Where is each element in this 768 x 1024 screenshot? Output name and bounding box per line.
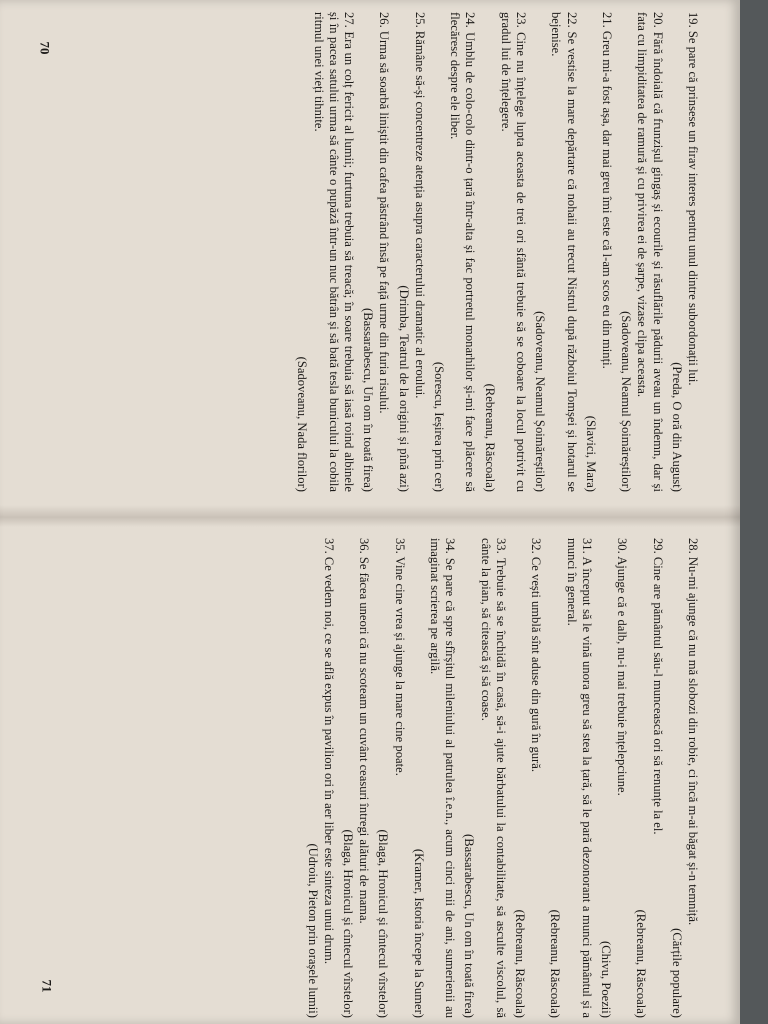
- exercise-text: 28. Nu-mi ajunge că nu mă slobozi din robie, ci încă m-ai băgat și-n temniță.: [686, 538, 700, 926]
- exercise-entry: [375, 538, 406, 1018]
- exercise-source: (Rebreanu, Răscoala): [548, 909, 563, 1018]
- exercise-source: (Bassarabescu, Un om în toată firea): [361, 308, 376, 492]
- exercise-entry: [669, 538, 700, 1018]
- exercise-source: (Sadoveanu, Neamul Șoimăreștilor): [533, 311, 548, 492]
- exercise-source: (Drimba, Teatrul de la origini și pînă azi): [396, 285, 411, 492]
- exercise-source: (Blaga, Hronicul și cîntecul vîrstelor): [376, 829, 391, 1018]
- exercise-text: 20. Fără îndoială că frunzișul gingaș și ecourile și răsuflările pădurii aveau un îndemn, dar și fata cu limpiditatea de ramură și cu privirea ei de șarpe, vizase clipa aceasta.: [635, 12, 665, 492]
- exercise-entry: [360, 12, 391, 492]
- exercise-source: (Bassarabescu, Un om în toată firea): [462, 834, 477, 1018]
- exercise-entry: [512, 538, 543, 1018]
- book-spine: [0, 505, 740, 527]
- exercise-entry: [669, 12, 700, 492]
- exercise-text: 23. Cine nu înțelege lupta aceasta de trei ori sfântă trebuie să se coboare la locul potrivit cu gradul lui de înțelegere.: [498, 12, 528, 492]
- exercise-entry: [481, 12, 528, 492]
- exercise-entry: [583, 12, 614, 492]
- exercise-text: 30. Ajunge că e dalb, nu-i mai trebuie înțelepciune.: [615, 538, 630, 796]
- exercise-entry: [340, 538, 371, 1018]
- exercise-entry: [304, 538, 335, 1018]
- exercise-entry: [395, 12, 426, 492]
- exercise-text: 35. Vine cine vrea și ajunge la mare cine poate.: [392, 538, 407, 776]
- exercise-source: (Preda, O oră din August): [669, 362, 684, 492]
- right-page: [10, 538, 700, 1018]
- exercise-entry: [598, 538, 629, 1018]
- exercise-source: (Blaga, Hronicul și cîntecul vîrstelor): [340, 829, 355, 1018]
- exercise-source: (Rebreanu, Răscoala): [512, 909, 527, 1018]
- exercise-entry: [633, 538, 664, 1018]
- exercise-source: (Cărțile populare): [669, 928, 684, 1018]
- exercise-entry: [431, 12, 478, 492]
- exercise-text: 19. Se pare că prinsese un firav interes pentru unul dintre subordonații lui.: [686, 12, 700, 386]
- exercise-source: (Kramer, Istoria începe la Sumer): [411, 848, 426, 1018]
- exercise-text: 36. Se făcea uneori că nu scoteam un cuvânt ceasuri întregi alături de mama.: [357, 538, 372, 924]
- left-page: [10, 12, 700, 492]
- exercise-source: (Udroiu, Pieton prin orașele lumii): [305, 843, 320, 1018]
- exercise-text: 29. Cine are pământul său-l muncească ori să renunțe la el.: [650, 538, 665, 835]
- exercise-text: 21. Greu mi-a fost așa, dar mai greu îmi este că l-am scos eu din minți.: [599, 12, 614, 369]
- exercise-text: 26. Urma să soarbă liniștit din cafea păstrând însă pe față urme din furia risului.: [377, 12, 392, 414]
- exercise-source: (Slavici, Mara): [583, 415, 598, 492]
- exercise-text: 22. Se vestise la mare depărtare că nohaii au trecut Nistrul după războiul Tomșei și hotarul se bejenise.: [549, 12, 579, 492]
- exercise-source: (Sadoveanu, Neamul Șoimăreștilor): [619, 311, 634, 492]
- exercise-text: 37. Ce vedem noi, ce se află expus în pavilion ori în aer liber este sinteza unui drum.: [321, 538, 336, 964]
- exercise-text: 32. Ce vești umblă sînt aduse din gură în gură.: [529, 538, 544, 772]
- exercise-text: 25. Rămâne să-și concentreze atenția asupra caracterului dramatic al eroului.: [412, 12, 427, 399]
- exercise-entry: [618, 12, 665, 492]
- exercise-entry: [532, 12, 579, 492]
- exercise-entry: [461, 538, 508, 1018]
- exercise-source: (Sadoveanu, Nada florilor): [295, 356, 310, 492]
- exercise-source: (Rebreanu, Răscoala): [634, 909, 649, 1018]
- exercise-text: 27. Era un colț fericit al lumii; furtuna trebuia să treacă; în soare trebuia să iasă roind albinele și în pacea satului urma să cânte o pupăză într-un nuc bătrân și să bată tesla bunicului la cobila ritmul unei vieți tihnite.: [311, 12, 356, 492]
- exercise-text: 33. Trebuie să se închidă în casă, să-i ajute bărbatului la contabilitate, să asculte viscolul, să cânte la pian, să citească și să coase.: [478, 538, 508, 1018]
- exercise-entry: [294, 12, 356, 492]
- exercise-entry: [411, 538, 458, 1018]
- exercise-text: 31. A început să le vină unora greu să stea la țară, să le pară dezonorant a munci pământul și a munci în general.: [564, 538, 594, 1018]
- exercise-text: 34. Se pare că spre sfîrșitul mileniului al patrulea î.e.n., acum cinci mii de ani, sumerienii au imaginat scrierea pe argilă.: [427, 538, 458, 1018]
- exercise-source: (Sorescu, Ieșirea prin cer): [431, 361, 446, 492]
- exercise-source: (Rebreanu, Răscoala): [482, 383, 497, 492]
- right-page-number: 71: [39, 979, 55, 993]
- exercise-text: 24. Umblu de colo-colo dintr-o țară într-alta și fac portretul monarhilor și-mi face plăcere să flecăresc despre ele liber.: [448, 12, 478, 492]
- left-page-number: 70: [37, 41, 53, 55]
- exercise-entry: [547, 538, 594, 1018]
- exercise-source: (Chivu, Poezii): [598, 941, 613, 1018]
